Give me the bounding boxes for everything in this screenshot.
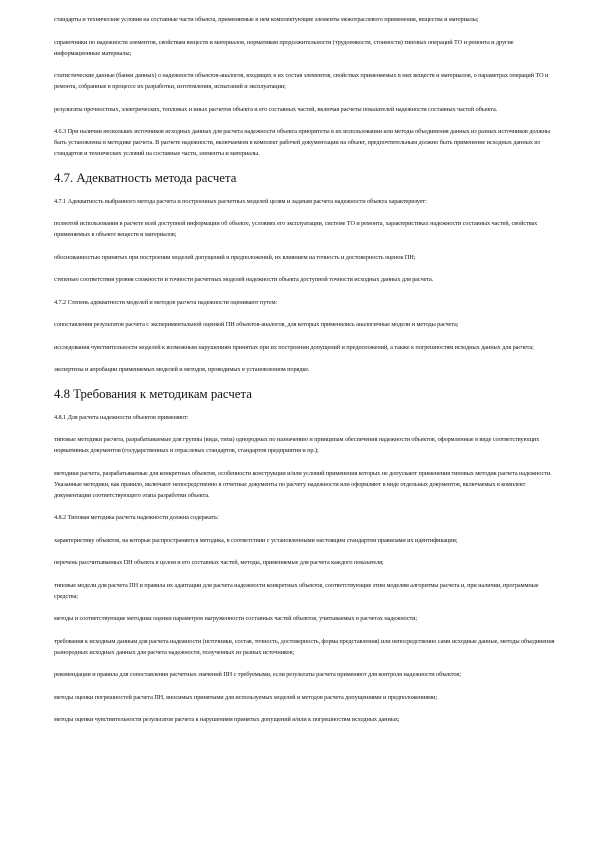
- paragraph: методы оценки чувствительности результатов расчета к нарушениям принятых допущений и/или к погрешностям исходных данных;: [54, 716, 400, 723]
- paragraph: справочники по надежности элементов, свойствам веществ и материалов, нормативам продолжительности (трудоемкости, стоимости) типовых операций ТО и ремонта и другие информационные материалы;: [54, 38, 514, 57]
- paragraph: 4.8.1 Для расчета надежности объектов применяют:: [54, 413, 189, 421]
- paragraph: 4.8.2 Типовая методика расчета надежности должна содержать:: [54, 514, 219, 521]
- paragraph: степенью соответствия уровня сложности и точности расчетных моделей надежности объекта доступной точности исходных данных для расчета.: [54, 276, 434, 283]
- paragraph: 4.7.1 Адекватность выбранного метода расчета и построенных расчетных моделей целям и задачам расчета надежности объекта характеризует:: [54, 197, 427, 205]
- paragraph: рекомендации и правила для сопоставления расчетных значений ПН с требуемыми, если результаты расчета применяют для контроля надежности объектов;: [54, 671, 461, 678]
- paragraph: экспертизы и апробации применяемых моделей и методов, проводимых в установленном порядке.: [54, 366, 310, 373]
- paragraph: методы оценки погрешностей расчета ПН, вносимых принятыми для используемых моделей и методов расчета допущениями и предположениями;: [54, 693, 437, 701]
- paragraph: методики расчета, разрабатываемые для конкретных объектов, особенности конструкции и/или условий применения которых не допускают применения типовых методик расчета надежности. Указанные методики, как правило, включают непосредственно в отчетные документы по расчету надежности или оформляют в виде отдельных документов, включаемых в комплект документации соответствующего этапа разработки объекта.: [54, 469, 552, 499]
- paragraph: сопоставления результатов расчета с экспериментальной оценкой ПН объектов-аналогов, для которых применялись аналогичные модели и методы расчета;: [54, 321, 459, 328]
- paragraph: типовые модели для расчета ПН и правила их адаптации для расчета надежности конкретных объектов, соответствующие этим моделям алгоритмы расчета и, при наличии, программные средства;: [54, 581, 539, 600]
- section-heading: 4.7. Адекватность метода расчета: [54, 170, 237, 185]
- paragraph: 4.6.3 При наличии нескольких источников исходных данных для расчета надежности объекта приоритеты в их использовании или методы объединения данных из разных источников должны быть установлены в методике расчета. В расчете надежности, включаемом в комплект рабочей документации на объект, предпочтительным должно быть применение исходных данных из стандартов и технических условий на составные части, элементы и материалы.: [54, 128, 551, 157]
- paragraph: 4.7.2 Степень адекватности моделей и методов расчета надежности оценивают путем:: [54, 298, 278, 306]
- paragraph: методы и соответствующие методики оценки параметров нагруженности составных частей объектов, учитываемых в расчетах надежности;: [54, 615, 418, 622]
- paragraph: обоснованностью принятых при построении моделей допущений и предположений, их влиянием на точность и достоверность оценок ПН;: [54, 253, 416, 261]
- paragraph: типовые методики расчета, разрабатываемые для группы (вида, типа) однородных по назначению и принципам обеспечения надежности объектов, оформленные в виде соответствующих нормативных документов (государственных и отраслевых стандартов, стандартов предприятия и пр.);: [54, 436, 540, 454]
- paragraph: стандарты и технические условия на составные части объекта, применяемые в нем комплектующие элементы межотраслевого применения, вещества и материалы;: [54, 16, 479, 23]
- paragraph: требования к исходным данным для расчета надежности (источники, состав, точность, достоверность, форма представления) или непосредственно сами исходные данные, методы объединения разнородных исходных данных для расчета надежности, полученных из разных источников;: [54, 637, 555, 656]
- document-body: [54, 14, 555, 725]
- section-heading: 4.8 Требования к методикам расчета: [54, 386, 252, 401]
- paragraph: результаты прочностных, электрических, тепловых и иных расчетов объекта и его составных частей, включая расчеты показателей надежности составных частей объекта.: [54, 105, 498, 113]
- paragraph: характеристику объектов, на которые распространяется методика, в соответствии с установленными настоящим стандартом правилами их идентификации;: [54, 536, 458, 544]
- paragraph: полнотой использования в расчете всей доступной информации об объекте, условиях его эксплуатации, системе ТО и ремонта, характеристиках надежности составных частей, свойствах применяемых в объекте веществ и материалов;: [54, 220, 538, 238]
- paragraph: исследования чувствительности моделей к возможным нарушениям принятых при их построении допущений и предположений, а также к погрешностям исходных данных для расчета;: [54, 343, 534, 351]
- paragraph: перечень рассчитываемых ПН объекта в целом и его составных частей, методы, применяемые для расчета каждого показателя;: [54, 559, 384, 566]
- paragraph: статистические данные (банки данных) о надежности объектов-аналогов, входящих в их состав элементов, свойствах применяемых в них веществ и материалов, о параметрах операций ТО и ремонта, собранные в процессе их разработки, изготовления, испытаний и эксплуатации;: [54, 72, 549, 90]
